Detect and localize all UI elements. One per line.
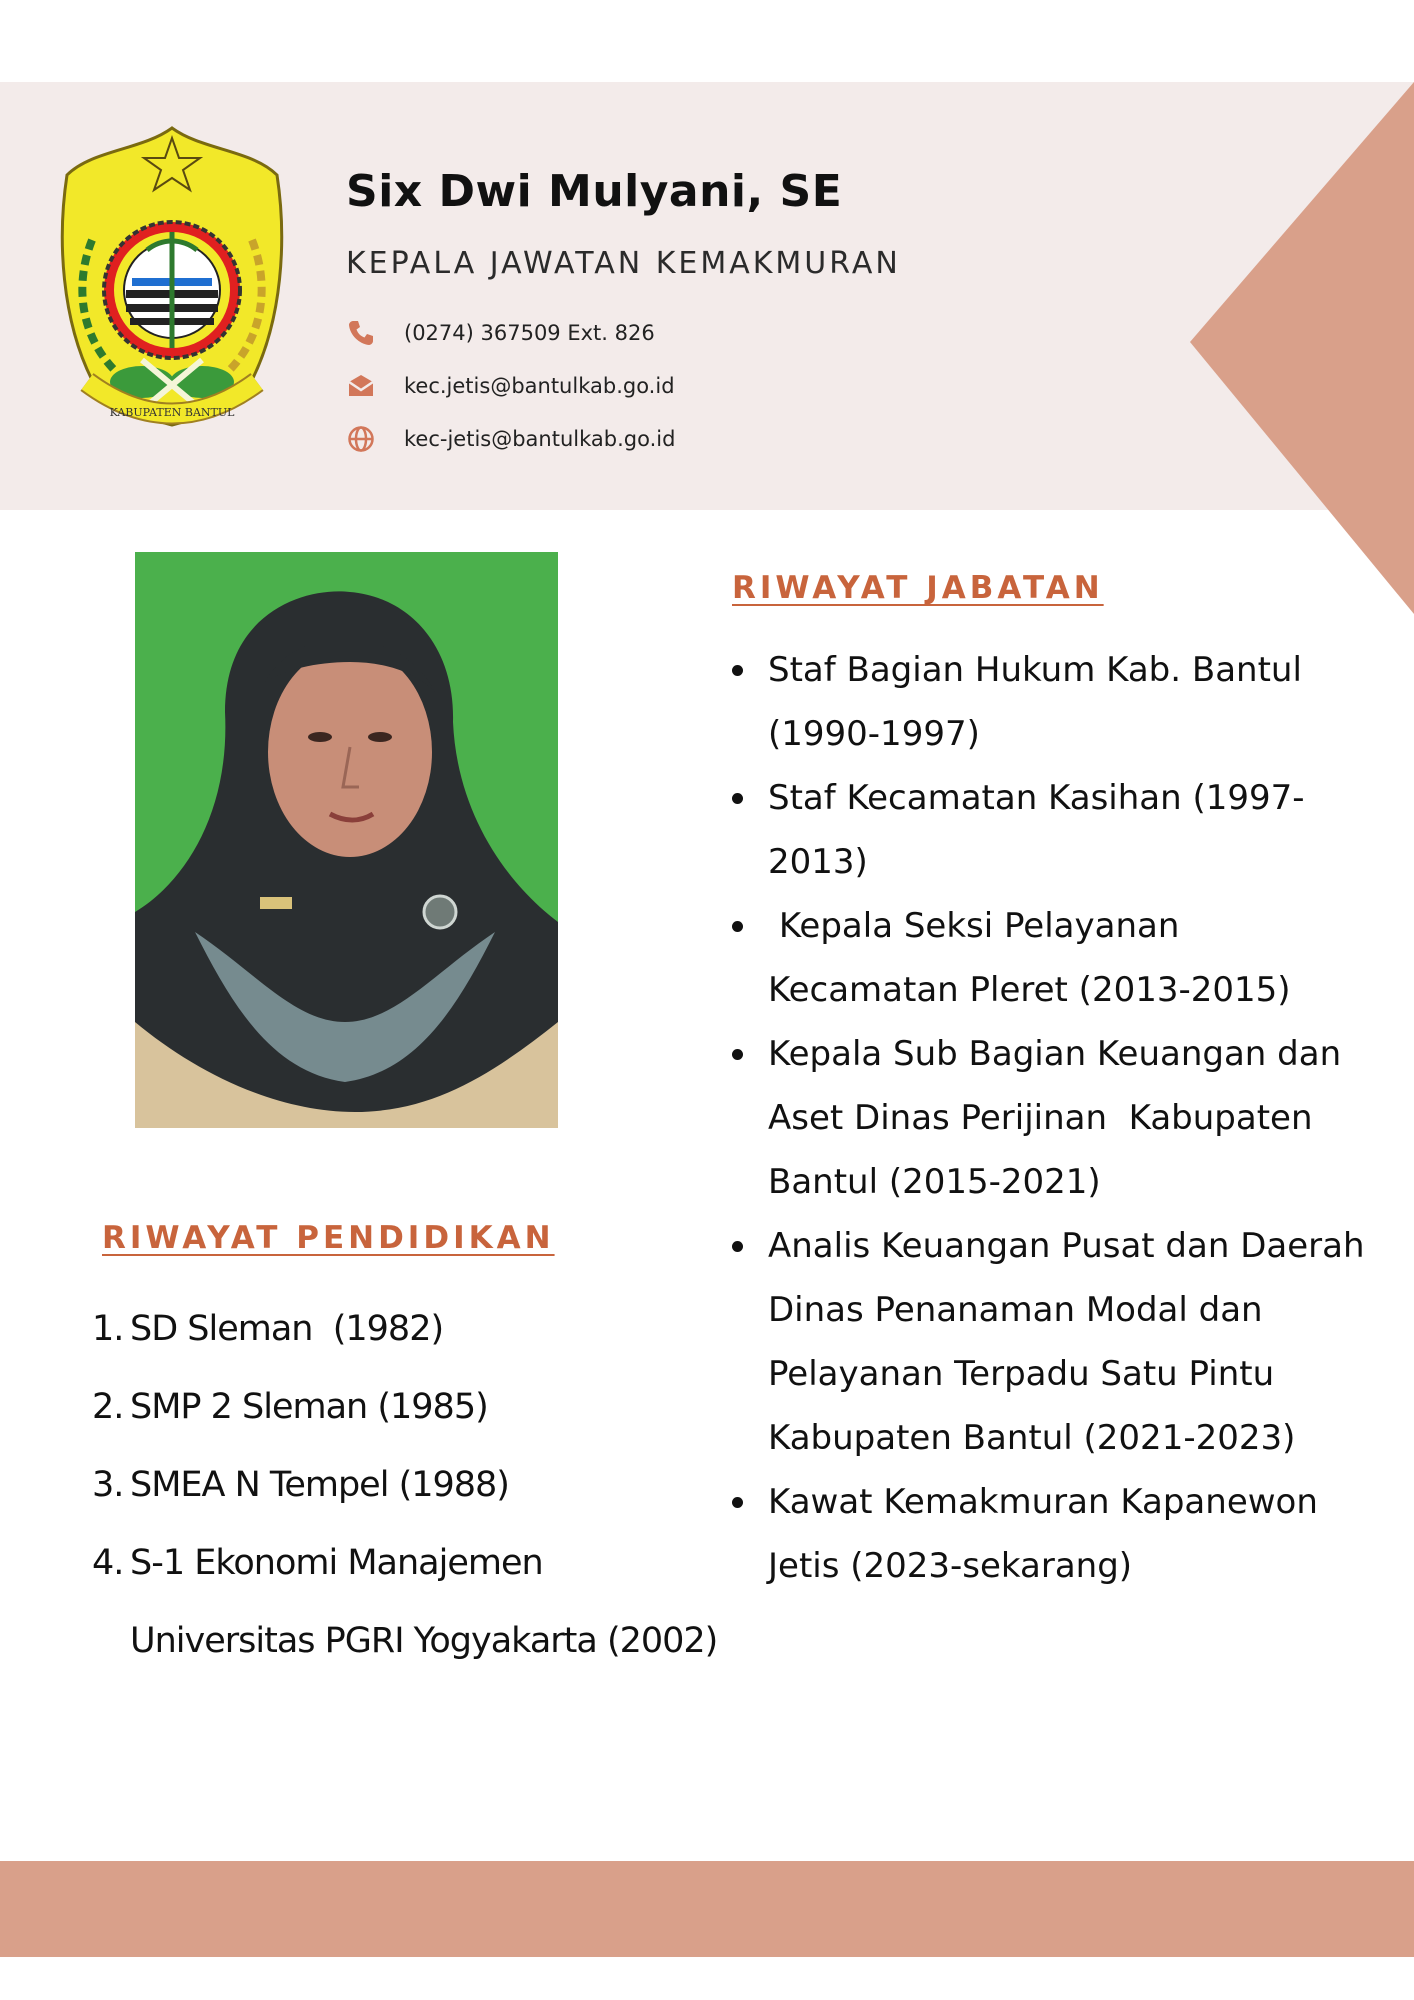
list-number: 1. [92, 1309, 124, 1349]
contact-website-text: kec-jetis@bantulkab.go.id [404, 427, 676, 451]
list-text: S-1 Ekonomi Manajemen Universitas PGRI Yogyakarta (2002) [130, 1543, 718, 1661]
list-item: Staf Bagian Hukum Kab. Bantul (1990-1997) [732, 638, 1372, 766]
profile-name: Six Dwi Mulyani, SE [346, 166, 843, 217]
contact-phone-text: (0274) 367509 Ext. 826 [404, 321, 655, 345]
list-number: 2. [92, 1387, 124, 1427]
riwayat-jabatan-title: RIWAYAT JABATAN [732, 570, 1104, 606]
contact-email-text: kec.jetis@bantulkab.go.id [404, 374, 675, 398]
riwayat-pendidikan-list [92, 1290, 732, 1680]
profile-position: KEPALA JAWATAN KEMAKMURAN [346, 246, 901, 281]
list-item [92, 1290, 732, 1368]
contact-website[interactable] [346, 424, 675, 454]
riwayat-jabatan-list [732, 638, 1372, 1598]
profile-photo [135, 552, 558, 1128]
kabupaten-bantul-emblem [52, 120, 292, 430]
globe-icon [346, 424, 376, 454]
list-number: 4. [92, 1543, 124, 1583]
list-item [92, 1368, 732, 1446]
list-text: SD Sleman (1982) [130, 1309, 444, 1349]
mail-icon [346, 371, 376, 401]
list-text: SMP 2 Sleman (1985) [130, 1387, 488, 1427]
list-item: Staf Kecamatan Kasihan (1997-2013) [732, 766, 1372, 894]
contact-phone[interactable] [346, 318, 655, 348]
list-item: Analis Keuangan Pusat dan Daerah Dinas Penanaman Modal dan Pelayanan Terpadu Satu Pintu Kabupaten Bantul (2021-2023) [732, 1214, 1372, 1470]
riwayat-pendidikan-title: RIWAYAT PENDIDIKAN [102, 1220, 555, 1256]
list-item [92, 1446, 732, 1524]
phone-icon [346, 318, 376, 348]
list-number: 3. [92, 1465, 124, 1505]
list-item: Kawat Kemakmuran Kapanewon Jetis (2023-sekarang) [732, 1470, 1372, 1598]
list-text: SMEA N Tempel (1988) [130, 1465, 509, 1505]
list-item [92, 1524, 732, 1680]
list-item: Kepala Seksi Pelayanan Kecamatan Pleret (2013-2015) [732, 894, 1372, 1022]
contact-email[interactable] [346, 371, 675, 401]
decorative-triangle [1190, 82, 1414, 614]
list-item: Kepala Sub Bagian Keuangan dan Aset Dinas Perijinan Kabupaten Bantul (2015-2021) [732, 1022, 1372, 1214]
footer-band [0, 1861, 1414, 1957]
emblem-caption: KABUPATEN BANTUL [109, 406, 235, 419]
